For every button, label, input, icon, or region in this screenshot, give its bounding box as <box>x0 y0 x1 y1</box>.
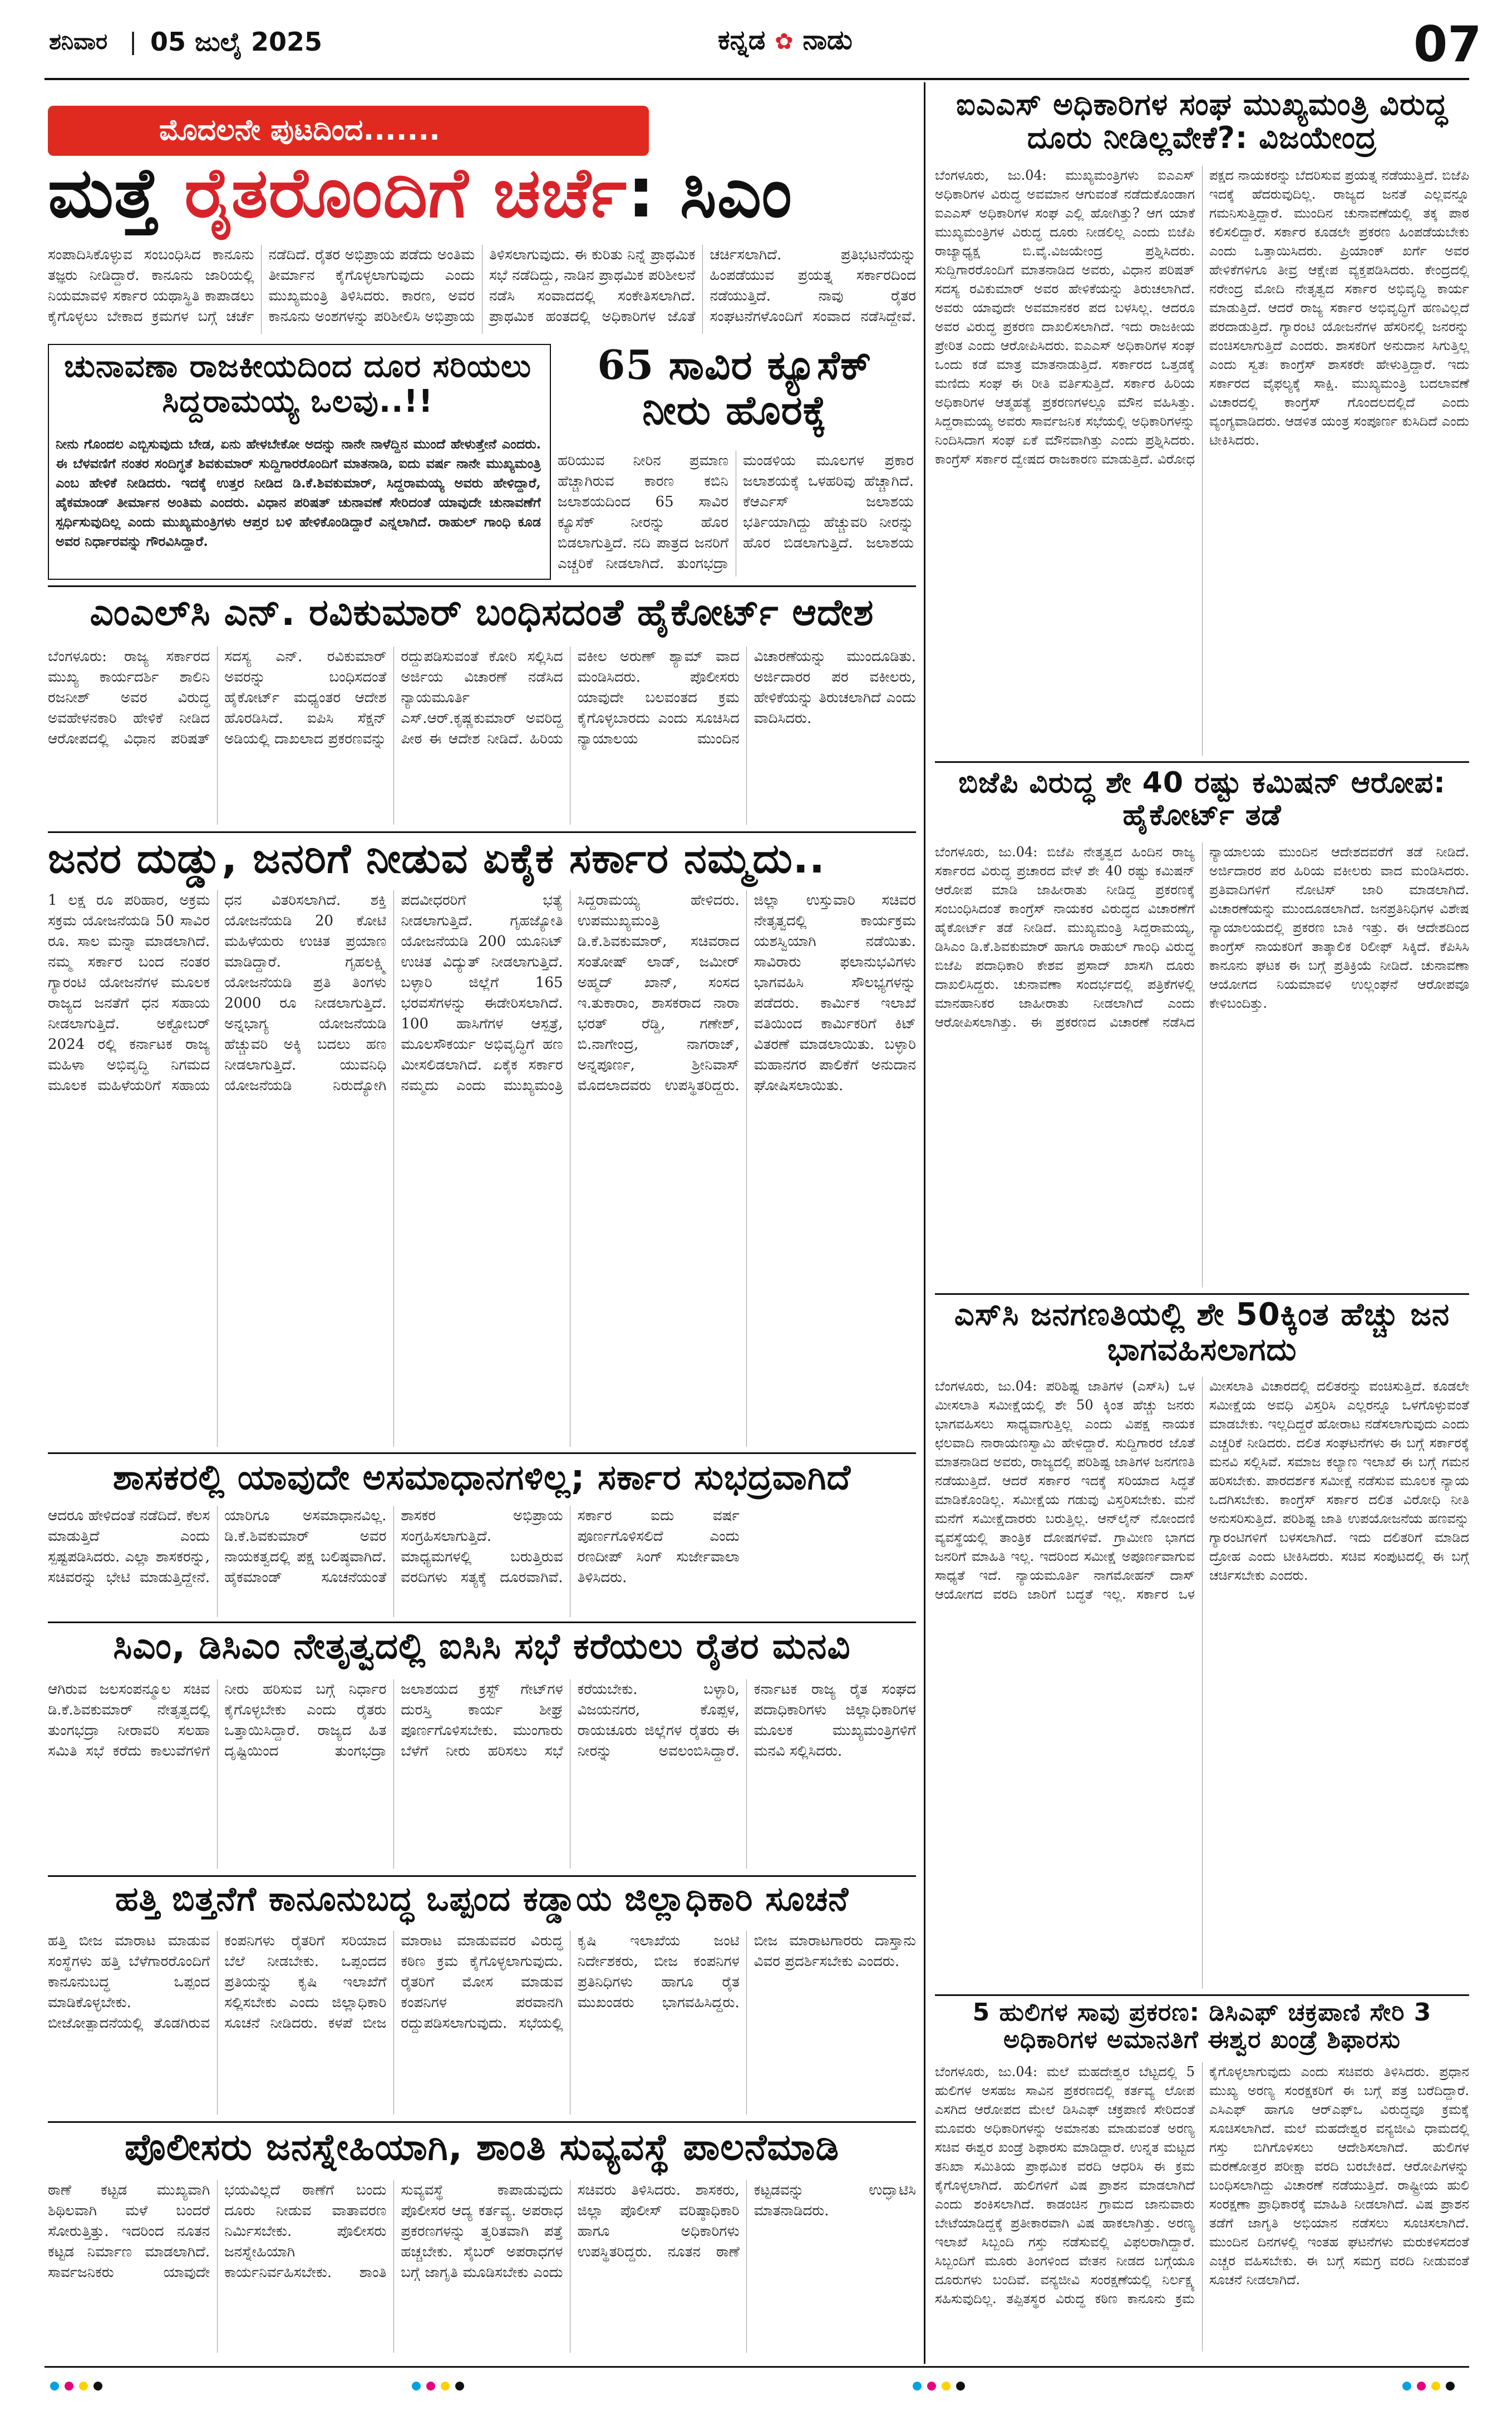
census-headline: ಎಸ್‌ಸಿ ಜನಗಣತಿಯಲ್ಲಿ ಶೇ 50ಕ್ಕಿಂತ ಹೆಚ್ಚು ಜನ ಭಾಗವಹಿಸಲಾಗದು <box>954 1297 1450 1368</box>
rule-r3 <box>935 1994 1469 1996</box>
magenta-dot <box>65 2382 73 2391</box>
ipc-headline: ಸಿಎಂ, ಡಿಸಿಎಂ ನೇತೃತ್ವದಲ್ಲಿ ಐಸಿಸಿ ಸಭೆ ಕರೆಯಲು ರೈತರ ಮನವಿ <box>113 1626 851 1667</box>
header-day: ಶನಿವಾರ <box>49 29 108 55</box>
bjp-headline: ಬಿಜೆಪಿ ವಿರುದ್ಧ ಶೇ 40 ರಷ್ಟು ಕಮಿಷನ್ ಆರೋಪ: ಹೈಕೋರ್ಟ್ ತಡೆ <box>958 766 1446 832</box>
rule-5 <box>48 1875 916 1877</box>
yellow-dot <box>942 2382 950 2391</box>
yellow-dot <box>1431 2382 1440 2391</box>
black-dot <box>93 2382 102 2391</box>
rule-4 <box>48 1622 916 1623</box>
header-date: 05 ಜುಲೈ 2025 <box>150 27 322 57</box>
cyan-dot <box>1402 2382 1411 2391</box>
cyan-dot <box>412 2382 421 2391</box>
black-dot <box>1446 2382 1455 2391</box>
jump-tag-text: ಮೊದಲನೇ ಪುಟದಿಂದ....... <box>159 114 440 147</box>
tiger-headline: 5 ಹುಲಿಗಳ ಸಾವು ಪ್ರಕರಣ: ಡಿಸಿಎಫ್ ಚಕ್ರಪಾಣಿ ಸೇರಿ 3 ಅಧಿಕಾರಿಗಳ ಅಮಾನತಿಗೆ ಈಶ್ವರ ಖಂಡ್ರೆ ಶಿಫಾರಸು <box>972 1998 1432 2054</box>
ias-story-body: ಬೆಂಗಳೂರು, ಜು.04: ಮುಖ್ಯಮಂತ್ರಿಗಳು ಐಎಎಸ್ ಅಧಿಕಾರಿಗಳ ವಿರುದ್ಧ ಅವಮಾನ ಆಗುವಂತೆ ನಡೆದುಕೊಂಡಾಗ ಐಎಎಸ್ ಅಧಿಕಾರಿಗಳ ಸಂಘ ಎಲ್ಲಿ ಹೋಗಿತ್ತು? ಆಗ ಯಾಕೆ ಮುಖ್ಯಮಂತ್ರಿಗಳ ವಿರುದ್ಧ ದೂರು ನೀಡಲಿಲ್ಲ ಎಂದು ಬಿಜೆಪಿ ರಾಜ್ಯಾಧ್ಯಕ್ಷ ಬಿ.ವೈ.ವಿಜಯೇಂದ್ರ ಪ್ರಶ್ನಿಸಿದರು. ಸುದ್ದಿಗಾರರೊಂದಿಗೆ ಮಾತನಾಡಿದ ಅವರು, ವಿಧಾನ ಪರಿಷತ್ ಸದಸ್ಯ ರವಿಕುಮಾರ್ ಅವರ ಹೇಳಿಕೆಯನ್ನು ತಿರುಚಲಾಗಿದೆ. ಅವರು ಯಾವುದೇ ಅವಮಾನಕರ ಪದ ಬಳಸಿಲ್ಲ. ಆದರೂ ಅವರ ವಿರುದ್ಧ ಪ್ರಕರಣ ದಾಖಲಿಸಲಾಗಿದೆ. ಇದು ರಾಜಕೀಯ ಪ್ರೇರಿತ ಎಂದು ಆರೋಪಿಸಿದರು. ಐಎಎಸ್ ಅಧಿಕಾರಿಗಳ ಸಂಘ ಒಂದು ಕಡೆ ಮಾತ್ರ ಮಾತನಾಡುತ್ತಿದೆ. ಸರ್ಕಾರದ ಒತ್ತಡಕ್ಕೆ ಮಣಿದು ಸಂಘ ಈ ರೀತಿ ವರ್ತಿಸುತ್ತಿದೆ. ಸರ್ಕಾರ ಹಿರಿಯ ಅಧಿಕಾರಿಗಳ ಆತ್ಮಹತ್ಯೆ ಪ್ರಕರಣಗಳಲ್ಲೂ ಮೌನ ವಹಿಸಿತ್ತು. ಸಿದ್ದರಾಮಯ್ಯ ಅವರು ಸಾರ್ವಜನಿಕ ಸಭೆಯಲ್ಲಿ ಅಧಿಕಾರಿಗಳನ್ನು ನಿಂದಿಸಿದಾಗ ಸಂಘ ಏಕೆ ಮೌನವಾಗಿತ್ತು ಎಂದು ಪ್ರಶ್ನಿಸಿದರು. ಕಾಂಗ್ರೆಸ್ ಸರ್ಕಾರ ದ್ವೇಷದ ರಾಜಕಾರಣ ಮಾಡುತ್ತಿದೆ. ವಿರೋಧ ಪಕ್ಷದ ನಾಯಕರನ್ನು ಬೆದರಿಸುವ ಪ್ರಯತ್ನ ನಡೆಯುತ್ತಿದೆ. ಬಿಜೆಪಿ ಇದಕ್ಕೆ ಹೆದರುವುದಿಲ್ಲ. ರಾಜ್ಯದ ಜನತೆ ಎಲ್ಲವನ್ನೂ ಗಮನಿಸುತ್ತಿದ್ದಾರೆ. ಮುಂದಿನ ಚುನಾವಣೆಯಲ್ಲಿ ತಕ್ಕ ಪಾಠ ಕಲಿಸಲಿದ್ದಾರೆ. ಸರ್ಕಾರ ಕೂಡಲೇ ಪ್ರಕರಣ ಹಿಂಪಡೆಯಬೇಕು ಎಂದು ಒತ್ತಾಯಿಸಿದರು. ಪ್ರಿಯಾಂಕ್ ಖರ್ಗೆ ಅವರ ಹೇಳಿಕೆಗಳಿಗೂ ತೀವ್ರ ಆಕ್ಷೇಪ ವ್ಯಕ್ತಪಡಿಸಿದರು. ಕೇಂದ್ರದಲ್ಲಿ ನರೇಂದ್ರ ಮೋದಿ ನೇತೃತ್ವದ ಸರ್ಕಾರ ಅಭಿವೃದ್ಧಿ ಕಾರ್ಯ ಮಾಡುತ್ತಿದೆ. ಆದರೆ ರಾಜ್ಯ ಸರ್ಕಾರ ಅಭಿವೃದ್ಧಿಗೆ ಹಣವಿಲ್ಲದೆ ಪರದಾಡುತ್ತಿದೆ. ಗ್ಯಾರಂಟಿ ಯೋಜನೆಗಳ ಹೆಸರಿನಲ್ಲಿ ಜನರನ್ನು ವಂಚಿಸಲಾಗುತ್ತಿದೆ ಎಂದರು. ಶಾಸಕರಿಗೆ ಅನುದಾನ ಸಿಗುತ್ತಿಲ್ಲ ಎಂದು ಸ್ವತಃ ಕಾಂಗ್ರೆಸ್ ಶಾಸಕರೇ ಹೇಳುತ್ತಿದ್ದಾರೆ. ಇದು ಸರ್ಕಾರದ ವೈಫಲ್ಯಕ್ಕೆ ಸಾಕ್ಷಿ. ಮುಖ್ಯಮಂತ್ರಿ ಬದಲಾವಣೆ ವಿಚಾರದಲ್ಲಿ ಕಾಂಗ್ರೆಸ್ ಗೊಂದಲದಲ್ಲಿದೆ ಎಂದು ವ್ಯಂಗ್ಯವಾಡಿದರು. ಆಡಳಿತ ಯಂತ್ರ ಸಂಪೂರ್ಣ ಕುಸಿದಿದೆ ಎಂದು ಟೀಕಿಸಿದರು. <box>935 167 1469 467</box>
cyan-dot <box>50 2382 59 2391</box>
police-story-body: ಠಾಣೆ ಕಟ್ಟಡ ಮುಖ್ಯವಾಗಿ ಶಿಥಿಲವಾಗಿ ಮಳೆ ಬಂದರೆ ಸೋರುತ್ತಿತ್ತು. ಇದರಿಂದ ನೂತನ ಕಟ್ಟಡ ನಿರ್ಮಾಣ ಮಾಡಲಾಗಿದೆ. ಸಾರ್ವಜನಿಕರು ಯಾವುದೇ ಭಯವಿಲ್ಲದೆ ಠಾಣೆಗೆ ಬಂದು ದೂರು ನೀಡುವ ವಾತಾವರಣ ನಿರ್ಮಿಸಬೇಕು. ಪೊಲೀಸರು ಜನಸ್ನೇಹಿಯಾಗಿ ಕಾರ್ಯನಿರ್ವಹಿಸಬೇಕು. ಶಾಂತಿ ಸುವ್ಯವಸ್ಥೆ ಕಾಪಾಡುವುದು ಪೊಲೀಸರ ಆದ್ಯ ಕರ್ತವ್ಯ. ಅಪರಾಧ ಪ್ರಕರಣಗಳನ್ನು ತ್ವರಿತವಾಗಿ ಪತ್ತೆ ಹಚ್ಚಬೇಕು. ಸೈಬರ್ ಅಪರಾಧಗಳ ಬಗ್ಗೆ ಜಾಗೃತಿ ಮೂಡಿಸಬೇಕು ಎಂದು ಸಚಿವರು ತಿಳಿಸಿದರು. ಶಾಸಕರು, ಜಿಲ್ಲಾ ಪೊಲೀಸ್ ವರಿಷ್ಠಾಧಿಕಾರಿ ಹಾಗೂ ಅಧಿಕಾರಿಗಳು ಉಪಸ್ಥಿತರಿದ್ದರು. ನೂತನ ಠಾಣೆ ಕಟ್ಟಡವನ್ನು ಉದ್ಘಾಟಿಸಿ ಮಾತನಾಡಿದರು. <box>48 2182 916 2281</box>
registration-marks-center-left <box>412 2382 464 2391</box>
mlc-headline: ಎಂಎಲ್‌ಸಿ ಎನ್. ರವಿಕುಮಾರ್ ಬಂಧಿಸದಂತೆ ಹೈಕೋರ್ಟ್ ಆದೇಶ <box>90 591 874 634</box>
people-story-body: 1 ಲಕ್ಷ ರೂ ಪರಿಹಾರ, ಅಕ್ರಮ ಸಕ್ರಮ ಯೋಜನೆಯಡಿ 50 ಸಾವಿರ ರೂ. ಸಾಲ ಮನ್ನಾ ಮಾಡಲಾಗಿದೆ. ನಮ್ಮ ಸರ್ಕಾರ ಬಂದ ನಂತರ ಗ್ಯಾರಂಟಿ ಯೋಜನೆಗಳ ಮೂಲಕ ರಾಜ್ಯದ ಜನತೆಗೆ ಧನ ಸಹಾಯ ನೀಡಲಾಗುತ್ತಿದೆ. ಅಕ್ಟೋಬರ್ 2024 ರಲ್ಲಿ ಕರ್ನಾಟಕ ರಾಜ್ಯ ಮಹಿಳಾ ಅಭಿವೃದ್ಧಿ ನಿಗಮದ ಮೂಲಕ ಮಹಿಳೆಯರಿಗೆ ಸಹಾಯ ಧನ ವಿತರಿಸಲಾಗಿದೆ. ಶಕ್ತಿ ಯೋಜನೆಯಡಿ 20 ಕೋಟಿ ಮಹಿಳೆಯರು ಉಚಿತ ಪ್ರಯಾಣ ಮಾಡಿದ್ದಾರೆ. ಗೃಹಲಕ್ಷ್ಮಿ ಯೋಜನೆಯಡಿ ಪ್ರತಿ ತಿಂಗಳು 2000 ರೂ ನೀಡಲಾಗುತ್ತಿದೆ. ಅನ್ನಭಾಗ್ಯ ಯೋಜನೆಯಡಿ ಹೆಚ್ಚುವರಿ ಅಕ್ಕಿ ಬದಲು ಹಣ ನೀಡಲಾಗುತ್ತಿದೆ. ಯುವನಿಧಿ ಯೋಜನೆಯಡಿ ನಿರುದ್ಯೋಗಿ ಪದವೀಧರರಿಗೆ ಭತ್ಯೆ ನೀಡಲಾಗುತ್ತಿದೆ. ಗೃಹಜ್ಯೋತಿ ಯೋಜನೆಯಡಿ 200 ಯೂನಿಟ್ ಉಚಿತ ವಿದ್ಯುತ್ ನೀಡಲಾಗುತ್ತಿದೆ. ಬಳ್ಳಾರಿ ಜಿಲ್ಲೆಗೆ 165 ಭರವಸೆಗಳನ್ನು ಈಡೇರಿಸಲಾಗಿದೆ. 100 ಹಾಸಿಗೆಗಳ ಆಸ್ಪತ್ರೆ, ಮೂಲಸೌಕರ್ಯ ಅಭಿವೃದ್ಧಿಗೆ ಹಣ ಮೀಸಲಿಡಲಾಗಿದೆ. ಏಕೈಕ ಸರ್ಕಾರ ನಮ್ಮದು ಎಂದು ಮುಖ್ಯಮಂತ್ರಿ ಸಿದ್ದರಾಮಯ್ಯ ಹೇಳಿದರು. ಉಪಮುಖ್ಯಮಂತ್ರಿ ಡಿ.ಕೆ.ಶಿವಕುಮಾರ್, ಸಚಿವರಾದ ಸಂತೋಷ್ ಲಾಡ್, ಜಮೀರ್ ಅಹ್ಮದ್ ಖಾನ್, ಸಂಸದ ಇ.ತುಕಾರಾಂ, ಶಾಸಕರಾದ ನಾರಾ ಭರತ್ ರೆಡ್ಡಿ, ಗಣೇಶ್, ಬಿ.ನಾಗೇಂದ್ರ, ನಾಗರಾಜ್, ಅನ್ನಪೂರ್ಣ, ಶ್ರೀನಿವಾಸ್ ಮೊದಲಾದವರು ಉಪಸ್ಥಿತರಿದ್ದರು. ಜಿಲ್ಲಾ ಉಸ್ತುವಾರಿ ಸಚಿವರ ನೇತೃತ್ವದಲ್ಲಿ ಕಾರ್ಯಕ್ರಮ ಯಶಸ್ವಿಯಾಗಿ ನಡೆಯಿತು. ಸಾವಿರಾರು ಫಲಾನುಭವಿಗಳು ಭಾಗವಹಿಸಿ ಸೌಲಭ್ಯಗಳನ್ನು ಪಡೆದರು. ಕಾರ್ಮಿಕ ಇಲಾಖೆ ವತಿಯಿಂದ ಕಾರ್ಮಿಕರಿಗೆ ಕಿಟ್ ವಿತರಣೆ ಮಾಡಲಾಯಿತು. ಬಳ್ಳಾರಿ ಮಹಾನಗರ ಪಾಲಿಕೆಗೆ ಅನುದಾನ ಘೋಷಿಸಲಾಯಿತು. <box>48 892 916 1094</box>
mlc-story-body: ಬೆಂಗಳೂರು: ರಾಜ್ಯ ಸರ್ಕಾರದ ಮುಖ್ಯ ಕಾರ್ಯದರ್ಶಿ ಶಾಲಿನಿ ರಜನೀಶ್ ಅವರ ವಿರುದ್ಧ ಅವಹೇಳನಕಾರಿ ಹೇಳಿಕೆ ನೀಡಿದ ಆರೋಪದಲ್ಲಿ ವಿಧಾನ ಪರಿಷತ್ ಸದಸ್ಯ ಎನ್. ರವಿಕುಮಾರ್ ಅವರನ್ನು ಬಂಧಿಸದಂತೆ ಹೈಕೋರ್ಟ್ ಮಧ್ಯಂತರ ಆದೇಶ ಹೊರಡಿಸಿದೆ. ಐಪಿಸಿ ಸೆಕ್ಷನ್ ಅಡಿಯಲ್ಲಿ ದಾಖಲಾದ ಪ್ರಕರಣವನ್ನು ರದ್ದುಪಡಿಸುವಂತೆ ಕೋರಿ ಸಲ್ಲಿಸಿದ ಅರ್ಜಿಯ ವಿಚಾರಣೆ ನಡೆಸಿದ ನ್ಯಾಯಮೂರ್ತಿ ಎಸ್.ಆರ್.ಕೃಷ್ಣಕುಮಾರ್ ಅವರಿದ್ದ ಪೀಠ ಈ ಆದೇಶ ನೀಡಿದೆ. ಹಿರಿಯ ವಕೀಲ ಅರುಣ್ ಶ್ಯಾಮ್ ವಾದ ಮಂಡಿಸಿದರು. ಪೊಲೀಸರು ಯಾವುದೇ ಬಲವಂತದ ಕ್ರಮ ಕೈಗೊಳ್ಳಬಾರದು ಎಂದು ಸೂಚಿಸಿದ ನ್ಯಾಯಾಲಯ ಮುಂದಿನ ವಿಚಾರಣೆಯನ್ನು ಮುಂದೂಡಿತು. ಅರ್ಜಿದಾರರ ಪರ ವಕೀಲರು, ಹೇಳಿಕೆಯನ್ನು ತಿರುಚಲಾಗಿದೆ ಎಂದು ವಾದಿಸಿದರು. <box>48 648 916 747</box>
bjp-story-body: ಬೆಂಗಳೂರು, ಜು.04: ಬಿಜೆಪಿ ನೇತೃತ್ವದ ಹಿಂದಿನ ರಾಜ್ಯ ಸರ್ಕಾರದ ವಿರುದ್ಧ ಪ್ರಚಾರದ ವೇಳೆ ಶೇ 40 ರಷ್ಟು ಕಮಿಷನ್ ಆರೋಪ ಮಾಡಿ ಜಾಹೀರಾತು ನೀಡಿದ್ದ ಪ್ರಕರಣಕ್ಕೆ ಸಂಬಂಧಿಸಿದಂತೆ ಕಾಂಗ್ರೆಸ್ ನಾಯಕರ ವಿರುದ್ಧದ ವಿಚಾರಣೆಗೆ ಹೈಕೋರ್ಟ್ ತಡೆ ನೀಡಿದೆ. ಮುಖ್ಯಮಂತ್ರಿ ಸಿದ್ದರಾಮಯ್ಯ, ಡಿಸಿಎಂ ಡಿ.ಕೆ.ಶಿವಕುಮಾರ್ ಹಾಗೂ ರಾಹುಲ್ ಗಾಂಧಿ ವಿರುದ್ಧ ಬಿಜೆಪಿ ಪದಾಧಿಕಾರಿ ಕೇಶವ ಪ್ರಸಾದ್ ಖಾಸಗಿ ದೂರು ದಾಖಲಿಸಿದ್ದರು. ಚುನಾವಣಾ ಸಂದರ್ಭದಲ್ಲಿ ಪತ್ರಿಕೆಗಳಲ್ಲಿ ಮಾನಹಾನಿಕರ ಜಾಹೀರಾತು ನೀಡಲಾಗಿದೆ ಎಂದು ಆರೋಪಿಸಲಾಗಿತ್ತು. ಈ ಪ್ರಕರಣದ ವಿಚಾರಣೆ ನಡೆಸಿದ ನ್ಯಾಯಾಲಯ ಮುಂದಿನ ಆದೇಶದವರೆಗೆ ತಡೆ ನೀಡಿದೆ. ಅರ್ಜಿದಾರರ ಪರ ಹಿರಿಯ ವಕೀಲರು ವಾದ ಮಂಡಿಸಿದರು. ಪ್ರತಿವಾದಿಗಳಿಗೆ ನೋಟಿಸ್ ಜಾರಿ ಮಾಡಲಾಗಿದೆ. ವಿಚಾರಣೆಯನ್ನು ಮುಂದೂಡಲಾಗಿದೆ. ಜನಪ್ರತಿನಿಧಿಗಳ ವಿಶೇಷ ನ್ಯಾಯಾಲಯದಲ್ಲಿ ಪ್ರಕರಣ ಬಾಕಿ ಇತ್ತು. ಈ ಆದೇಶದಿಂದ ಕಾಂಗ್ರೆಸ್ ನಾಯಕರಿಗೆ ತಾತ್ಕಾಲಿಕ ರಿಲೀಫ್ ಸಿಕ್ಕಿದೆ. ಕೆಪಿಸಿಸಿ ಕಾನೂನು ಘಟಕ ಈ ಬಗ್ಗೆ ಪ್ರತಿಕ್ರಿಯೆ ನೀಡಿದೆ. ಚುನಾವಣಾ ಆಯೋಗದ ನಿಯಮಾವಳಿ ಉಲ್ಲಂಘನೆ ಆರೋಪವೂ ಕೇಳಿಬಂದಿತ್ತು. <box>935 844 1469 1030</box>
magenta-dot <box>1417 2382 1426 2391</box>
masthead-left: ಕನ್ನಡ <box>718 24 766 56</box>
mla-story-body: ಆದರೂ ಹೇಳಿದಂತೆ ನಡೆದಿದೆ. ಕೆಲಸ ಮಾಡುತ್ತಿದೆ ಎಂದು ಸ್ಪಷ್ಟಪಡಿಸಿದರು. ಎಲ್ಲಾ ಶಾಸಕರನ್ನು, ಸಚಿವರನ್ನು ಭೇಟಿ ಮಾಡುತ್ತಿದ್ದೇನೆ. ಯಾರಿಗೂ ಅಸಮಾಧಾನವಿಲ್ಲ. ಡಿ.ಕೆ.ಶಿವಕುಮಾರ್ ಅವರ ನಾಯಕತ್ವದಲ್ಲಿ ಪಕ್ಷ ಬಲಿಷ್ಠವಾಗಿದೆ. ಹೈಕಮಾಂಡ್ ಸೂಚನೆಯಂತೆ ಶಾಸಕರ ಅಭಿಪ್ರಾಯ ಸಂಗ್ರಹಿಸಲಾಗುತ್ತಿದೆ. ಮಾಧ್ಯಮಗಳಲ್ಲಿ ಬರುತ್ತಿರುವ ವರದಿಗಳು ಸತ್ಯಕ್ಕೆ ದೂರವಾಗಿವೆ. ಸರ್ಕಾರ ಐದು ವರ್ಷ ಪೂರ್ಣಗೊಳಿಸಲಿದೆ ಎಂದು ರಣದೀಪ್ ಸಿಂಗ್ ಸುರ್ಜೇವಾಲಾ ತಿಳಿಸಿದರು. <box>48 1507 740 1586</box>
header-rule <box>45 78 1469 80</box>
census-story-body: ಬೆಂಗಳೂರು, ಜು.04: ಪರಿಶಿಷ್ಟ ಜಾತಿಗಳ (ಎಸ್‌ಸಿ) ಒಳ ಮೀಸಲಾತಿ ಸಮೀಕ್ಷೆಯಲ್ಲಿ ಶೇ 50 ಕ್ಕಿಂತ ಹೆಚ್ಚು ಜನರು ಭಾಗವಹಿಸಲು ಸಾಧ್ಯವಾಗುತ್ತಿಲ್ಲ ಎಂದು ವಿಪಕ್ಷ ನಾಯಕ ಛಲವಾದಿ ನಾರಾಯಣಸ್ವಾಮಿ ಹೇಳಿದ್ದಾರೆ. ಸುದ್ದಿಗಾರರ ಜೊತೆ ಮಾತನಾಡಿದ ಅವರು, ರಾಜ್ಯದಲ್ಲಿ ಪರಿಶಿಷ್ಟ ಜಾತಿಗಳ ಜನಗಣತಿ ನಡೆಯುತ್ತಿದೆ. ಆದರೆ ಸರ್ಕಾರ ಇದಕ್ಕೆ ಸರಿಯಾದ ಸಿದ್ಧತೆ ಮಾಡಿಕೊಂಡಿಲ್ಲ. ಸಮೀಕ್ಷೆಯ ಗಡುವು ವಿಸ್ತರಿಸಬೇಕು. ಮನೆ ಮನೆಗೆ ಸಮೀಕ್ಷೆದಾರರು ಬರುತ್ತಿಲ್ಲ. ಆನ್‌ಲೈನ್ ನೋಂದಣಿ ವ್ಯವಸ್ಥೆಯಲ್ಲಿ ತಾಂತ್ರಿಕ ದೋಷಗಳಿವೆ. ಗ್ರಾಮೀಣ ಭಾಗದ ಜನರಿಗೆ ಮಾಹಿತಿ ಇಲ್ಲ. ಇದರಿಂದ ಸಮೀಕ್ಷೆ ಅಪೂರ್ಣವಾಗುವ ಸಾಧ್ಯತೆ ಇದೆ. ನ್ಯಾಯಮೂರ್ತಿ ನಾಗಮೋಹನ್ ದಾಸ್ ಆಯೋಗದ ವರದಿ ಜಾರಿಗೆ ಬದ್ಧತೆ ಇಲ್ಲ. ಸರ್ಕಾರ ಒಳ ಮೀಸಲಾತಿ ವಿಚಾರದಲ್ಲಿ ದಲಿತರನ್ನು ವಂಚಿಸುತ್ತಿದೆ. ಕೂಡಲೇ ಸಮೀಕ್ಷೆಯ ಅವಧಿ ವಿಸ್ತರಿಸಿ ಎಲ್ಲರನ್ನೂ ಒಳಗೊಳ್ಳುವಂತೆ ಮಾಡಬೇಕು. ಇಲ್ಲದಿದ್ದರೆ ಹೋರಾಟ ನಡೆಸಲಾಗುವುದು ಎಂದು ಎಚ್ಚರಿಕೆ ನೀಡಿದರು. ದಲಿತ ಸಂಘಟನೆಗಳು ಈ ಬಗ್ಗೆ ಸರ್ಕಾರಕ್ಕೆ ಮನವಿ ಸಲ್ಲಿಸಿವೆ. ಸಮಾಜ ಕಲ್ಯಾಣ ಇಲಾಖೆ ಈ ಬಗ್ಗೆ ಗಮನ ಹರಿಸಬೇಕು. ಪಾರದರ್ಶಕ ಸಮೀಕ್ಷೆ ನಡೆಸುವ ಮೂಲಕ ನ್ಯಾಯ ಒದಗಿಸಬೇಕು. ಕಾಂಗ್ರೆಸ್ ಸರ್ಕಾರ ದಲಿತ ವಿರೋಧಿ ನೀತಿ ಅನುಸರಿಸುತ್ತಿದೆ. ಪರಿಶಿಷ್ಟ ಜಾತಿ ಉಪಯೋಜನೆಯ ಹಣವನ್ನು ಗ್ಯಾರಂಟಿಗಳಿಗೆ ಬಳಸಲಾಗಿದೆ. ಇದು ದಲಿತರಿಗೆ ಮಾಡಿದ ದ್ರೋಹ ಎಂದು ಟೀಕಿಸಿದರು. ಸಚಿವ ಸಂಪುಟದಲ್ಲಿ ಈ ಬಗ್ಗೆ ಚರ್ಚಿಸಬೇಕು ಎಂದರು. <box>935 1378 1469 1602</box>
main-headline-red: ರೈತರೊಂದಿಗೆ ಚರ್ಚೆ <box>184 153 627 233</box>
yellow-dot <box>441 2382 450 2391</box>
ipc-story-body: ಆಗಿರುವ ಜಲಸಂಪನ್ಮೂಲ ಸಚಿವ ಡಿ.ಕೆ.ಶಿವಕುಮಾರ್ ನೇತೃತ್ವದಲ್ಲಿ ತುಂಗಭದ್ರಾ ನೀರಾವರಿ ಸಲಹಾ ಸಮಿತಿ ಸಭೆ ಕರೆದು ಕಾಲುವೆಗಳಿಗೆ ನೀರು ಹರಿಸುವ ಬಗ್ಗೆ ನಿರ್ಧಾರ ಕೈಗೊಳ್ಳಬೇಕು ಎಂದು ರೈತರು ಒತ್ತಾಯಿಸಿದ್ದಾರೆ. ರಾಜ್ಯದ ಹಿತ ದೃಷ್ಟಿಯಿಂದ ತುಂಗಭದ್ರಾ ಜಲಾಶಯದ ಕ್ರಸ್ಟ್ ಗೇಟ್‌ಗಳ ದುರಸ್ತಿ ಕಾರ್ಯ ಶೀಘ್ರ ಪೂರ್ಣಗೊಳಿಸಬೇಕು. ಮುಂಗಾರು ಬೆಳೆಗೆ ನೀರು ಹರಿಸಲು ಸಭೆ ಕರೆಯಬೇಕು. ಬಳ್ಳಾರಿ, ವಿಜಯನಗರ, ಕೊಪ್ಪಳ, ರಾಯಚೂರು ಜಿಲ್ಲೆಗಳ ರೈತರು ಈ ನೀರನ್ನು ಅವಲಂಬಿಸಿದ್ದಾರೆ. ಕರ್ನಾಟಕ ರಾಜ್ಯ ರೈತ ಸಂಘದ ಪದಾಧಿಕಾರಿಗಳು ಜಿಲ್ಲಾಧಿಕಾರಿಗಳ ಮೂಲಕ ಮುಖ್ಯಮಂತ್ರಿಗಳಿಗೆ ಮನವಿ ಸಲ್ಲಿಸಿದರು. <box>48 1681 916 1760</box>
cotton-headline: ಹತ್ತಿ ಬಿತ್ತನೆಗೆ ಕಾನೂನುಬದ್ಧ ಒಪ್ಪಂದ ಕಡ್ಡಾಯ ಜಿಲ್ಲಾಧಿಕಾರಿ ಸೂಚನೆ <box>115 1880 849 1919</box>
cusec-story-body: ಹರಿಯುವ ನೀರಿನ ಪ್ರಮಾಣ ಹೆಚ್ಚಾಗಿರುವ ಕಾರಣ ಕಬಿನಿ ಜಲಾಶಯದಿಂದ 65 ಸಾವಿರ ಕ್ಯೂಸೆಕ್ ನೀರನ್ನು ಹೊರ ಬಿಡಲಾಗುತ್ತಿದೆ. ನದಿ ಪಾತ್ರದ ಜನರಿಗೆ ಎಚ್ಚರಿಕೆ ನೀಡಲಾಗಿದೆ. ತುಂಗಭದ್ರಾ ಮಂಡಳಿಯ ಮೂಲಗಳ ಪ್ರಕಾರ ಜಲಾಶಯಕ್ಕೆ ಒಳಹರಿವು ಹೆಚ್ಚಾಗಿದೆ. ಕೆಆರ್ಎಸ್ ಜಲಾಶಯ ಭರ್ತಿಯಾಗಿದ್ದು ಹೆಚ್ಚುವರಿ ನೀರನ್ನು ಹೊರ ಬಿಡಲಾಗುತ್ತಿದೆ. ಜಲಾಶಯ <box>558 452 914 572</box>
footer-rule <box>45 2366 1469 2368</box>
cusec-headline: 65 ಸಾವಿರ ಕ್ಯೂಸೆಕ್ ನೀರು ಹೊರಕ್ಕೆ <box>597 341 872 433</box>
police-headline: ಪೊಲೀಸರು ಜನಸ್ನೇಹಿಯಾಗಿ, ಶಾಂತಿ ಸುವ್ಯವಸ್ಥೆ ಪಾಲನೆಮಾಡಿ <box>124 2126 840 2168</box>
registration-marks-left <box>50 2382 102 2391</box>
registration-marks-right <box>1402 2382 1455 2391</box>
yellow-dot <box>79 2382 88 2391</box>
main-story-body: ಸಂಪಾದಿಸಿಕೊಳ್ಳುವ ಸಂಬಂಧಿಸಿದ ಕಾನೂನು ತಜ್ಞರು ನೀಡಿದ್ದಾರೆ. ಕಾನೂನು ಜಾರಿಯಲ್ಲಿ ನಿಯಮಾವಳಿ ಸರ್ಕಾರ ಯಥಾಸ್ಥಿತಿ ಕಾಪಾಡಲು ಕೈಗೊಳ್ಳಲು ಬೇಕಾದ ಕ್ರಮಗಳ ಬಗ್ಗೆ ಚರ್ಚೆ ನಡೆದಿದೆ. ರೈತರ ಅಭಿಪ್ರಾಯ ಪಡೆದು ಅಂತಿಮ ತೀರ್ಮಾನ ಕೈಗೊಳ್ಳಲಾಗುವುದು ಎಂದು ಮುಖ್ಯಮಂತ್ರಿ ತಿಳಿಸಿದರು. ಕಾರಣ, ಅವರ ಕಾನೂನು ಅಂಶಗಳನ್ನು ಪರಿಶೀಲಿಸಿ ಅಭಿಪ್ರಾಯ ತಿಳಿಸಲಾಗುವುದು. ಈ ಕುರಿತು ನಿನ್ನೆ ಪ್ರಾಥಮಿಕ ಸಭೆ ನಡೆದಿದ್ದು, ನಾಡಿನ ಪ್ರಾಥಮಿಕ ಪರಿಶೀಲನೆ ನಡೆಸಿ ಸಂವಾದದಲ್ಲಿ ಸಂಕೇತಿಸಲಾಗಿದೆ. ಪ್ರಾಥಮಿಕ ಹಂತದಲ್ಲಿ ಅಧಿಕಾರಿಗಳ ಜೊತೆ ಚರ್ಚಿಸಲಾಗಿದೆ. ಪ್ರತಿಭಟನೆಯನ್ನು ಹಿಂಪಡೆಯುವ ಪ್ರಯತ್ನ ಸರ್ಕಾರದಿಂದ ನಡೆಯುತ್ತಿದೆ. ನಾವು ರೈತರ ಸಂಘಟನೆಗಳೊಂದಿಗೆ ಸಂವಾದ ನಡೆಸಿದ್ದೇವೆ. <box>48 247 916 325</box>
jump-tag <box>48 106 649 156</box>
magenta-dot <box>927 2382 936 2391</box>
ias-headline: ಐಎಎಸ್ ಅಧಿಕಾರಿಗಳ ಸಂಘ ಮುಖ್ಯಮಂತ್ರಿ ವಿರುದ್ಧ ದೂರು ನೀಡಿಲ್ಲವೇಕೆ?: ವಿಜಯೇಂದ್ರ <box>956 87 1448 156</box>
rule-2 <box>48 831 916 833</box>
rule-1 <box>48 585 916 587</box>
ballot-headline: ಚುನಾವಣಾ ರಾಜಕೀಯದಿಂದ ದೂರ ಸರಿಯಲು ಸಿದ್ದರಾಮಯ್ಯ ಒಲವು..!! <box>63 348 532 420</box>
black-dot <box>956 2382 965 2391</box>
main-headline: ಮತ್ತೆ ರೈತರೊಂದಿಗೆ ಚರ್ಚೆ: ಸಿಎಂ <box>48 153 793 233</box>
magenta-dot <box>426 2382 435 2391</box>
masthead-right: ನಾಡು <box>802 24 853 56</box>
tiger-story-body: ಬೆಂಗಳೂರು, ಜು.04: ಮಲೆ ಮಹದೇಶ್ವರ ಬೆಟ್ಟದಲ್ಲಿ 5 ಹುಲಿಗಳ ಅಸಹಜ ಸಾವಿನ ಪ್ರಕರಣದಲ್ಲಿ ಕರ್ತವ್ಯ ಲೋಪ ಎಸಗಿದ ಆರೋಪದ ಮೇಲೆ ಡಿಸಿಎಫ್ ಚಕ್ರಪಾಣಿ ಸೇರಿದಂತೆ ಮೂವರು ಅಧಿಕಾರಿಗಳನ್ನು ಅಮಾನತು ಮಾಡುವಂತೆ ಅರಣ್ಯ ಸಚಿವ ಈಶ್ವರ ಖಂಡ್ರೆ ಶಿಫಾರಸು ಮಾಡಿದ್ದಾರೆ. ಉನ್ನತ ಮಟ್ಟದ ತನಿಖಾ ಸಮಿತಿಯ ಪ್ರಾಥಮಿಕ ವರದಿ ಆಧರಿಸಿ ಈ ಕ್ರಮ ಕೈಗೊಳ್ಳಲಾಗಿದೆ. ಹುಲಿಗಳಿಗೆ ವಿಷ ಪ್ರಾಶನ ಮಾಡಲಾಗಿದೆ ಎಂದು ಶಂಕಿಸಲಾಗಿದೆ. ಕಾಡಂಚಿನ ಗ್ರಾಮದ ಜಾನುವಾರು ಬೇಟೆಯಾಡಿದ್ದಕ್ಕೆ ಪ್ರತೀಕಾರವಾಗಿ ವಿಷ ಹಾಕಲಾಗಿತ್ತು. ಅರಣ್ಯ ಇಲಾಖೆ ಸಿಬ್ಬಂದಿ ಗಸ್ತು ನಡೆಸುವಲ್ಲಿ ವಿಫಲರಾಗಿದ್ದಾರೆ. ಸಿಬ್ಬಂದಿಗೆ ಮೂರು ತಿಂಗಳಿಂದ ವೇತನ ನೀಡದ ಬಗ್ಗೆಯೂ ದೂರುಗಳು ಬಂದಿವೆ. ವನ್ಯಜೀವಿ ಸಂರಕ್ಷಣೆಯಲ್ಲಿ ನಿರ್ಲಕ್ಷ್ಯ ಸಹಿಸುವುದಿಲ್ಲ. ತಪ್ಪಿತಸ್ಥರ ವಿರುದ್ಧ ಕಠಿಣ ಕಾನೂನು ಕ್ರಮ ಕೈಗೊಳ್ಳಲಾಗುವುದು ಎಂದು ಸಚಿವರು ತಿಳಿಸಿದರು. ಪ್ರಧಾನ ಮುಖ್ಯ ಅರಣ್ಯ ಸಂರಕ್ಷಕರಿಗೆ ಈ ಬಗ್ಗೆ ಪತ್ರ ಬರೆದಿದ್ದಾರೆ. ಎಸಿಎಫ್ ಹಾಗೂ ಆರ್‌ಎಫ್‌ಒ ವಿರುದ್ಧವೂ ಕ್ರಮಕ್ಕೆ ಸೂಚಿಸಲಾಗಿದೆ. ಮಲೆ ಮಹದೇಶ್ವರ ವನ್ಯಜೀವಿ ಧಾಮದಲ್ಲಿ ಗಸ್ತು ಬಿಗಿಗೊಳಿಸಲು ಆದೇಶಿಸಲಾಗಿದೆ. ಹುಲಿಗಳ ಮರಣೋತ್ತರ ಪರೀಕ್ಷಾ ವರದಿ ಬರಬೇಕಿದೆ. ಆರೋಪಿಗಳನ್ನು ಬಂಧಿಸಲಾಗಿದ್ದು ವಿಚಾರಣೆ ನಡೆಯುತ್ತಿದೆ. ರಾಷ್ಟ್ರೀಯ ಹುಲಿ ಸಂರಕ್ಷಣಾ ಪ್ರಾಧಿಕಾರಕ್ಕೆ ಮಾಹಿತಿ ನೀಡಲಾಗಿದೆ. ವಿಷ ಪ್ರಾಶನ ತಡೆಗೆ ಜಾಗೃತಿ ಅಭಿಯಾನ ನಡೆಸಲು ಸೂಚಿಸಲಾಗಿದೆ. ಮುಂದಿನ ದಿನಗಳಲ್ಲಿ ಇಂತಹ ಘಟನೆಗಳು ಮರುಕಳಿಸದಂತೆ ಎಚ್ಚರ ವಹಿಸಬೇಕು. ಈ ಬಗ್ಗೆ ಸಮಗ್ರ ವರದಿ ನೀಡುವಂತೆ ಸೂಚನೆ ನೀಡಲಾಗಿದೆ. <box>935 2064 1469 2306</box>
page-header <box>0 0 1512 78</box>
registration-marks-center-right <box>913 2382 965 2391</box>
people-headline: ಜನರ ದುಡ್ಡು, ಜನರಿಗೆ ನೀಡುವ ಏಕೈಕ ಸರ್ಕಾರ ನಮ್ಮದು.. <box>48 835 825 883</box>
rule-6 <box>48 2121 916 2123</box>
cyan-dot <box>913 2382 922 2391</box>
ballot-story-body: ನೀನು ಗೊಂದಲ ಎಬ್ಬಿಸುವುದು ಬೇಡ, ಏನು ಹೇಳಬೇಕೋ ಅದನ್ನು ನಾನೇ ನಾಳೆದ್ದಿನ ಮುಂದೆ ಹೇಳುತ್ತೇನೆ ಎಂದರು. ಈ ಬೆಳವಣಿಗೆ ನಂತರ ಸಂದಿಗ್ಧತೆ ಶಿವಕುಮಾರ್ ಸುದ್ದಿಗಾರರೊಂದಿಗೆ ಮಾತನಾಡಿ, ಐದು ವರ್ಷ ನಾನೇ ಮುಖ್ಯಮಂತ್ರಿ ಎಂಬ ಹೇಳಿಕೆ ನೀಡಿದರು. ಇದಕ್ಕೆ ಉತ್ತರ ನೀಡಿದ ಡಿ.ಕೆ.ಶಿವಕುಮಾರ್, ಸಿದ್ದರಾಮಯ್ಯ ಅವರು ಹೇಳಿದ್ದಾರೆ, ಹೈಕಮಾಂಡ್ ತೀರ್ಮಾನ ಅಂತಿಮ ಎಂದರು. ವಿಧಾನ ಪರಿಷತ್ ಚುನಾವಣೆ ಸೇರಿದಂತೆ ಯಾವುದೇ ಚುನಾವಣೆಗೆ ಸ್ಪರ್ಧಿಸುವುದಿಲ್ಲ ಎಂದು ಮುಖ್ಯಮಂತ್ರಿಗಳು ಆಪ್ತರ ಬಳಿ ಹೇಳಿಕೊಂಡಿದ್ದಾರೆ ಎನ್ನಲಾಗಿದೆ. ರಾಹುಲ್ ಗಾಂಧಿ ಕೂಡ ಅವರ ನಿರ್ಧಾರವನ್ನು ಗೌರವಿಸಿದ್ದಾರೆ. <box>56 436 541 549</box>
black-dot <box>455 2382 464 2391</box>
center-column-rule <box>924 82 925 2364</box>
masthead-logo <box>718 24 853 56</box>
header-separator: | <box>129 28 137 55</box>
masthead-flower-icon: ✿ <box>775 29 794 55</box>
rule-r2 <box>935 1293 1469 1295</box>
cotton-story-body: ಹತ್ತಿ ಬೀಜ ಮಾರಾಟ ಮಾಡುವ ಸಂಸ್ಥೆಗಳು ಹತ್ತಿ ಬೆಳೆಗಾರರೊಂದಿಗೆ ಕಾನೂನುಬದ್ಧ ಒಪ್ಪಂದ ಮಾಡಿಕೊಳ್ಳಬೇಕು. ಬೀಜೋತ್ಪಾದನೆಯಲ್ಲಿ ತೊಡಗಿರುವ ಕಂಪನಿಗಳು ರೈತರಿಗೆ ಸರಿಯಾದ ಬೆಲೆ ನೀಡಬೇಕು. ಒಪ್ಪಂದದ ಪ್ರತಿಯನ್ನು ಕೃಷಿ ಇಲಾಖೆಗೆ ಸಲ್ಲಿಸಬೇಕು ಎಂದು ಜಿಲ್ಲಾಧಿಕಾರಿ ಸೂಚನೆ ನೀಡಿದರು. ಕಳಪೆ ಬೀಜ ಮಾರಾಟ ಮಾಡುವವರ ವಿರುದ್ಧ ಕಠಿಣ ಕ್ರಮ ಕೈಗೊಳ್ಳಲಾಗುವುದು. ರೈತರಿಗೆ ಮೋಸ ಮಾಡುವ ಕಂಪನಿಗಳ ಪರವಾನಗಿ ರದ್ದುಪಡಿಸಲಾಗುವುದು. ಸಭೆಯಲ್ಲಿ ಕೃಷಿ ಇಲಾಖೆಯ ಜಂಟಿ ನಿರ್ದೇಶಕರು, ಬೀಜ ಕಂಪನಿಗಳ ಪ್ರತಿನಿಧಿಗಳು ಹಾಗೂ ರೈತ ಮುಖಂಡರು ಭಾಗವಹಿಸಿದ್ದರು. ಬೀಜ ಮಾರಾಟಗಾರರು ದಾಸ್ತಾನು ವಿವರ ಪ್ರದರ್ಶಿಸಬೇಕು ಎಂದರು. <box>48 1933 916 2032</box>
rule-r1 <box>935 761 1469 763</box>
rule-3 <box>48 1452 916 1454</box>
page-number: 07 <box>1414 16 1482 73</box>
mla-headline: ಶಾಸಕರಲ್ಲಿ ಯಾವುದೇ ಅಸಮಾಧಾನಗಳಿಲ್ಲ; ಸರ್ಕಾರ ಸುಭದ್ರವಾಗಿದೆ <box>112 1457 851 1497</box>
